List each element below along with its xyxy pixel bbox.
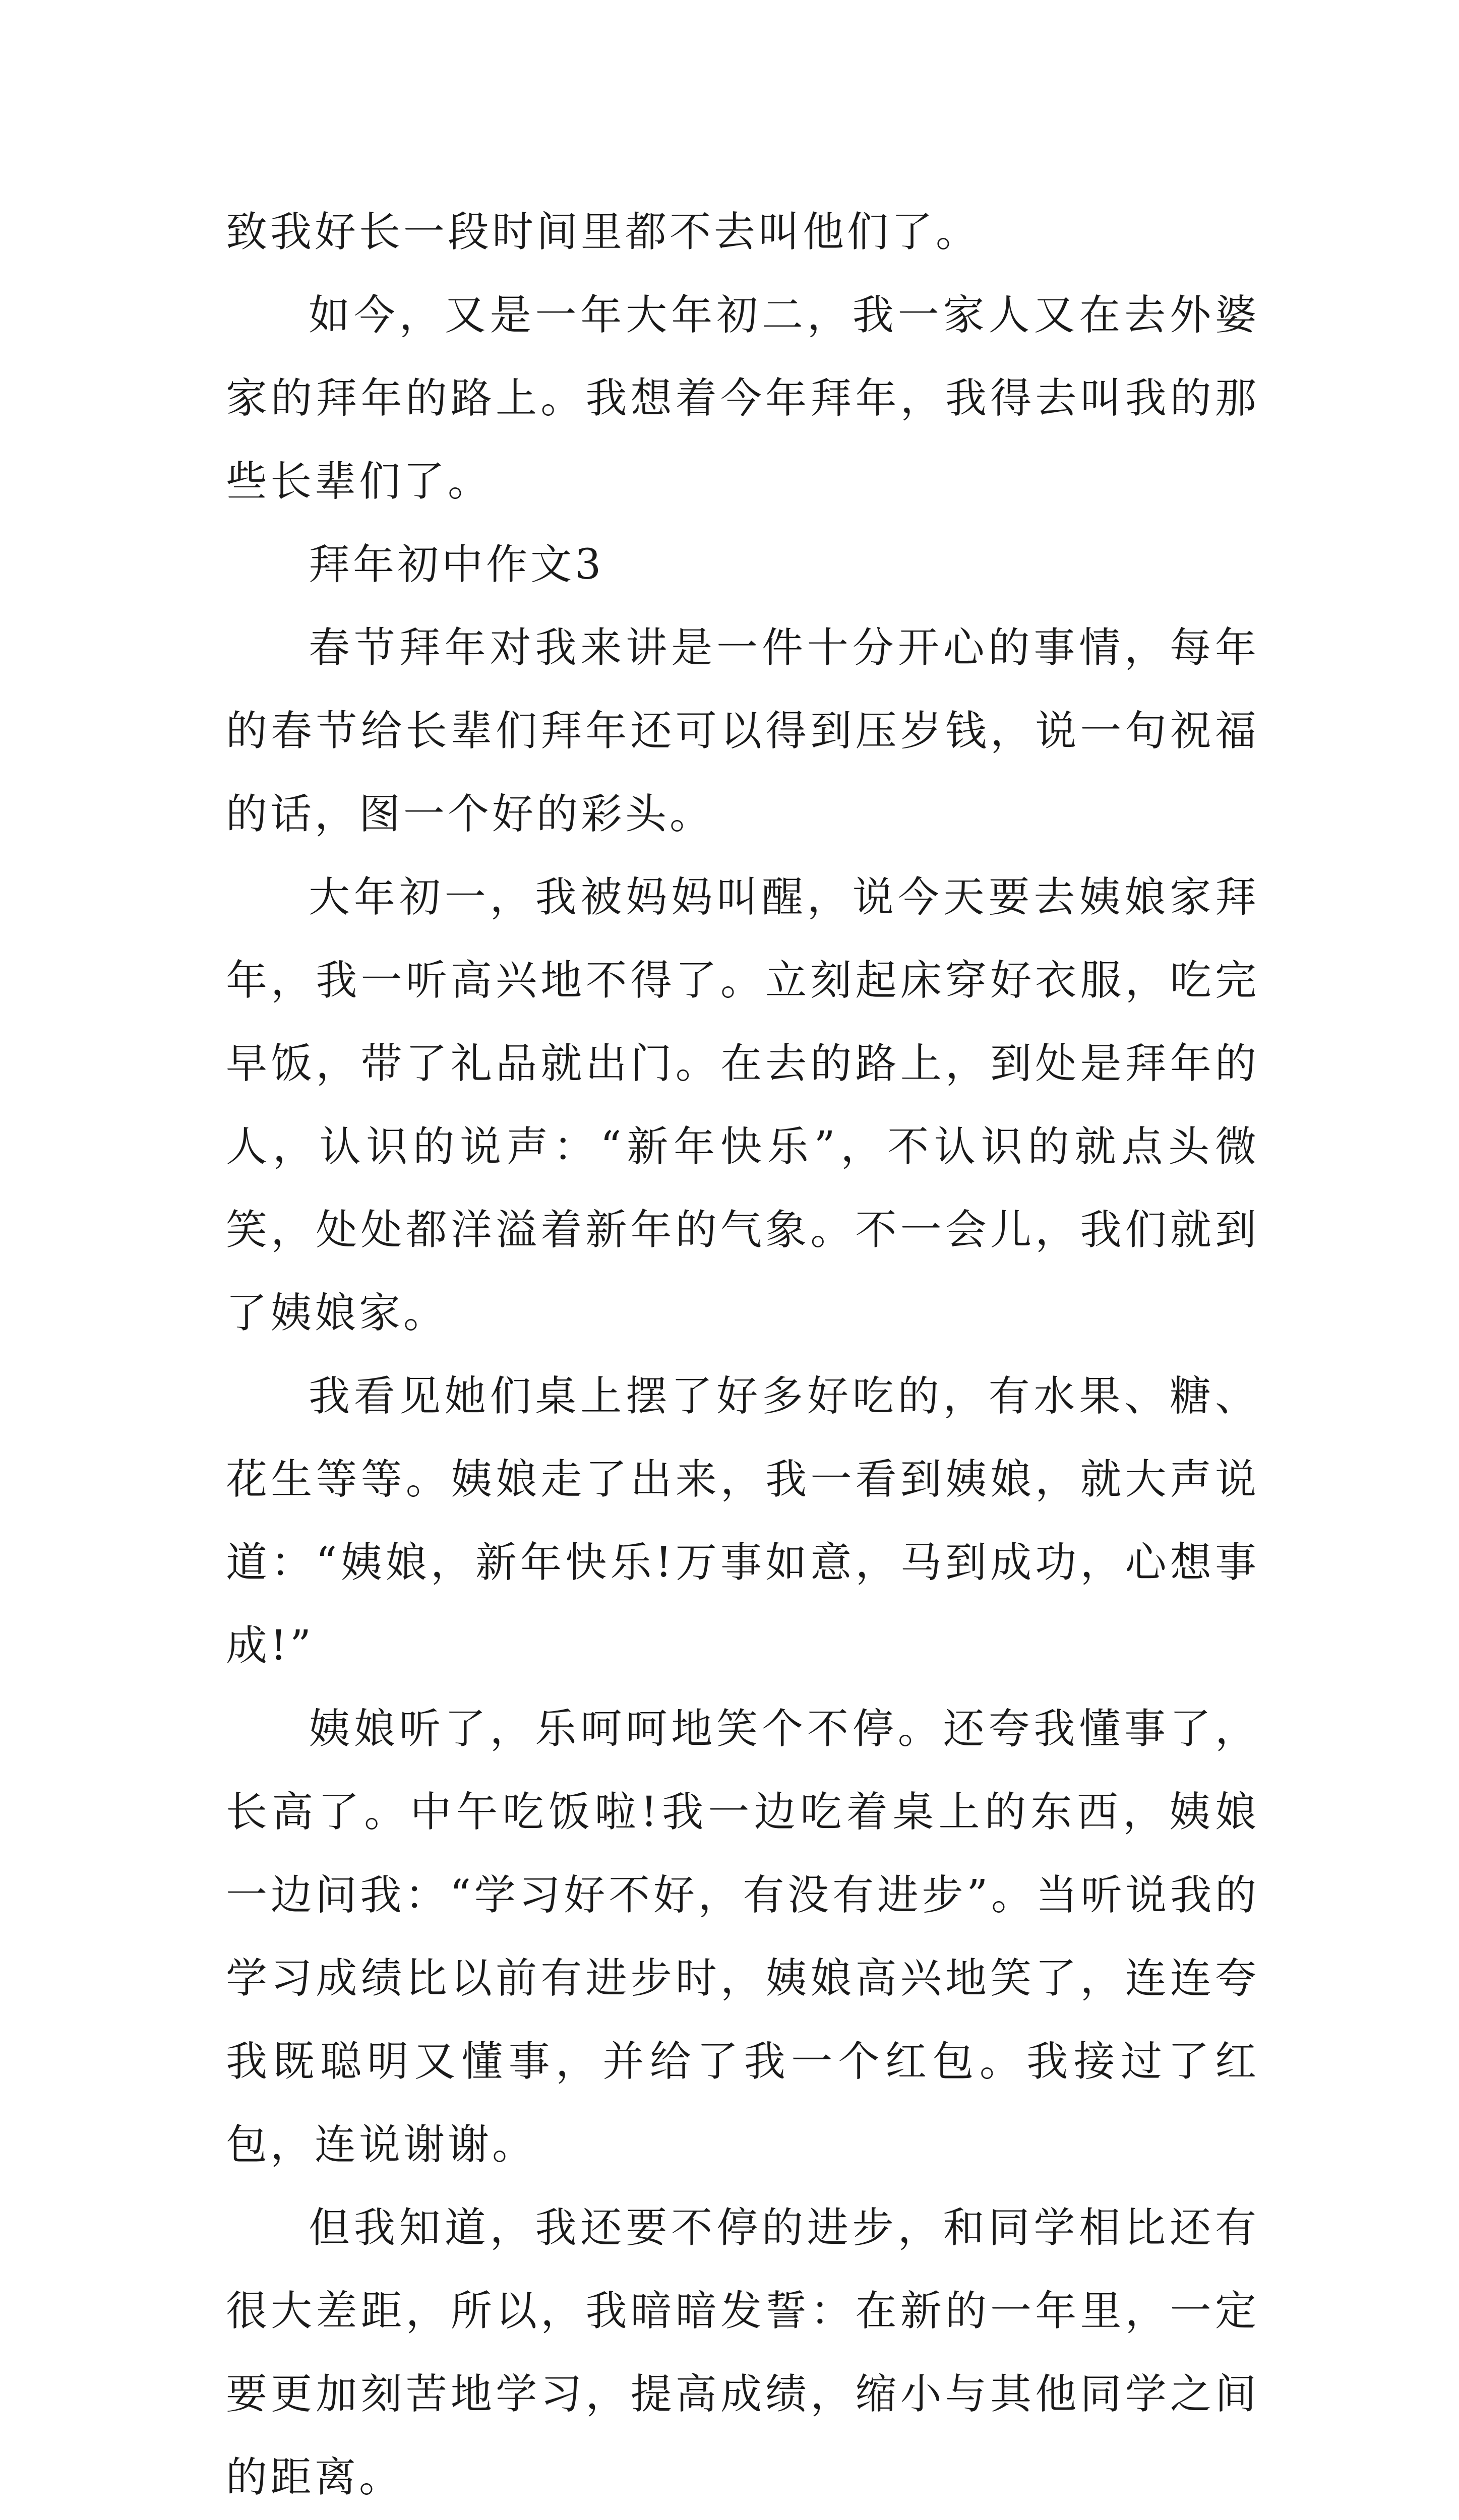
- document-body: [226, 191, 1259, 2520]
- paragraph-3: 春节拜年对我来讲是一件十分开心的事情，每年的春节给长辈们拜年还可以得到压岁钱，说一句祝福的话，图一个好的彩头。: [226, 624, 1259, 838]
- paragraph-1: 致我好长一段时间里都不去叫他们了。: [226, 208, 981, 256]
- paragraph-5: 我看见她们桌上摆了好多好吃的，有水果、糖、花生等等。姨娘走了出来，我一看到姨娘，就大声说道：“姨娘，新年快乐!万事如意，马到成功，心想事成!”: [226, 1372, 1259, 1670]
- paragraph-8: [226, 2519, 1259, 2520]
- paragraph-4: 大年初一，我被妈妈叫醒，说今天要去姨娘家拜年，我一听高兴地不得了。立刻起床穿好衣服，吃完早饭，带了礼品就出门。在去的路上，到处是拜年的人，认识的说声：“新年快乐”，不认识的就点头微笑，处处都洋溢着新年的气象。不一会儿，我们就到了姨娘家。: [226, 873, 1259, 1337]
- paragraph-7: 但我知道，我还要不停的进步，和同学相比还有很大差距，所以，我暗暗发誓：在新的一年里，一定要更加刻苦地学习，提高成绩，缩小与其他同学之间的距离。: [226, 2204, 1259, 2501]
- paragraph-2: 如今，又是一年大年初二，我一家人又在去外婆家的拜年的路上。我想着今年拜年，我得去叫我的那些长辈们了。: [226, 291, 1259, 506]
- section-heading: 拜年初中作文3: [309, 541, 604, 589]
- paragraph-6: 姨娘听了，乐呵呵地笑个不停。还夸我懂事了，长高了。中午吃饭啦!我一边吃着桌上的东西，姨娘一边问我：“学习好不好，有没有进步”。当听说我的学习成绩比以前有进步时，姨娘高兴地笑了，连连夸我既聪明又懂事，并给了我一个红包。我接过了红包，连说谢谢。: [226, 1705, 1259, 2169]
